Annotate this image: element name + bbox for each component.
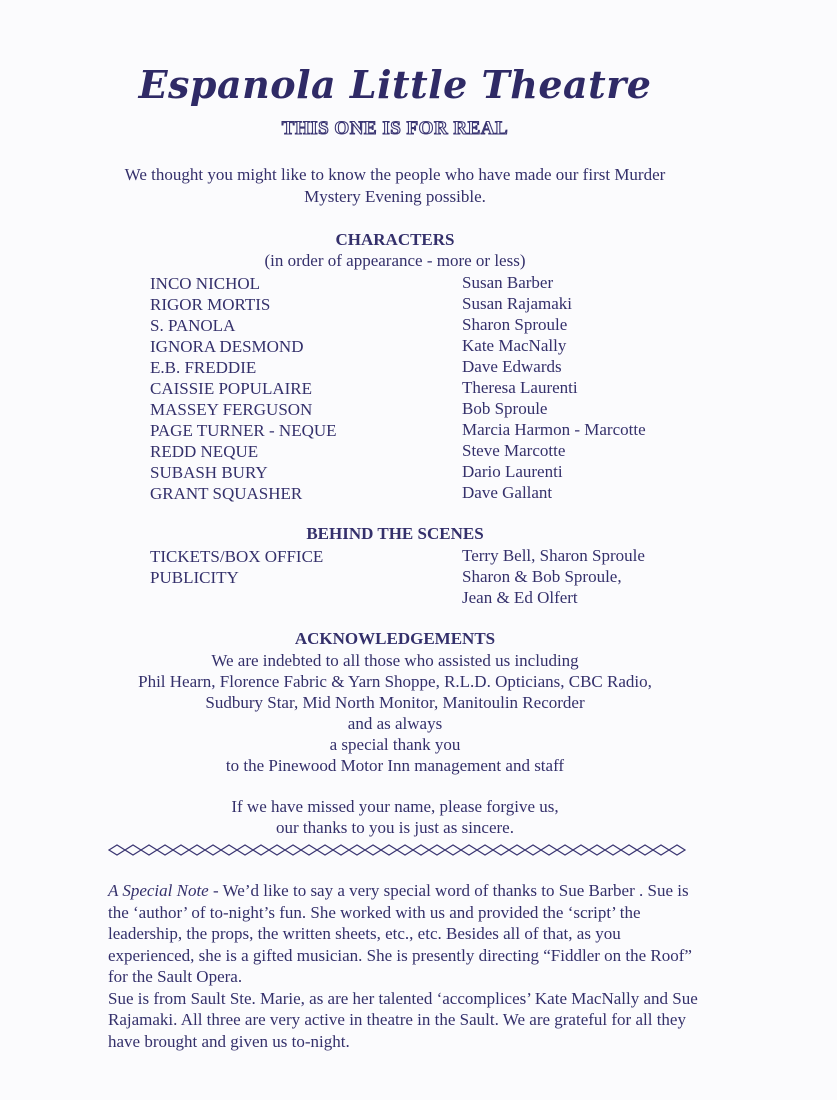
special-note-text: - We’d like to say a very special word of thanks to Sue Barber . Sue is the ‘author’ of to-night’s fun. She worked with us and provided the ‘script’ the leadership, the props, the written sheets, etc., etc. Besides all of that, as you experienced, she is a gifted musician. She is presently directing “Fiddler on the Roof” for the Sault Opera. [108, 881, 692, 986]
divider-diamond [669, 845, 685, 855]
acknowledgement-line: and as always [347, 714, 443, 733]
behind-the-scenes-heading: BEHIND THE SCENES [306, 524, 484, 543]
crew-row [150, 589, 710, 610]
acknowledgements-heading: ACKNOWLEDGEMENTS [294, 629, 496, 648]
divider-diamond [557, 845, 573, 855]
divider-diamond [349, 845, 365, 855]
divider-diamond [285, 845, 301, 855]
special-note-paragraph-2: Sue is from Sault Ste. Marie, as are her talented ‘accomplices’ Kate MacNally and Sue Rajamaki. All three are very active in theatre in the Sault. We are grateful for all they have brought and given us to-night. [108, 988, 698, 1051]
intro-text: We thought you might like to know the people who have made our first Murder Mystery Evening possible. [124, 165, 666, 206]
crew-names: Jean & Ed Olfert [462, 588, 578, 607]
crew-row [150, 568, 710, 589]
cast-row [150, 463, 710, 484]
character-name: INCO NICHOL [150, 274, 261, 293]
special-note [108, 880, 708, 1052]
divider-diamond [157, 845, 173, 855]
character-name: E.B. FREDDIE [150, 358, 257, 377]
character-name: CAISSIE POPULAIRE [150, 379, 312, 398]
actor-name: Kate MacNally [462, 336, 567, 355]
divider-diamond [445, 845, 461, 855]
closing-line: our thanks to you is just as sincere. [276, 818, 514, 837]
acknowledgement-line: to the Pinewood Motor Inn management and staff [225, 756, 565, 775]
divider-diamond [397, 845, 413, 855]
actor-name: Marcia Harmon - Marcotte [462, 420, 646, 439]
cast-row [150, 337, 710, 358]
cast-row [150, 442, 710, 463]
divider-diamond [189, 845, 205, 855]
crew-row [150, 547, 710, 568]
acknowledgements-text [100, 650, 690, 776]
characters-list [150, 274, 710, 505]
actor-name: Susan Rajamaki [462, 294, 573, 313]
crew-list [150, 547, 710, 610]
divider-diamond [541, 845, 557, 855]
cast-row [150, 484, 710, 505]
divider-diamond [525, 845, 541, 855]
acknowledgement-line: Phil Hearn, Florence Fabric & Yarn Shoppe, R.L.D. Opticians, CBC Radio, [138, 672, 652, 691]
character-name: RIGOR MORTIS [150, 295, 271, 314]
crew-role: PUBLICITY [150, 568, 239, 587]
acknowledgement-line: We are indebted to all those who assisted us including [211, 651, 579, 670]
divider-diamond [317, 845, 333, 855]
acknowledgement-line: Sudbury Star, Mid North Monitor, Manitoulin Recorder [205, 693, 585, 712]
characters-subheading: (in order of appearance - more or less) [264, 251, 526, 270]
page-subtitle: THIS ONE IS FOR REAL [281, 118, 509, 139]
actor-name: Bob Sproule [462, 399, 548, 418]
divider-diamond [269, 845, 285, 855]
special-note-paragraph-1 [108, 880, 708, 988]
cast-row [150, 400, 710, 421]
divider-diamond [333, 845, 349, 855]
divider-diamond [589, 845, 605, 855]
divider-diamond [173, 845, 189, 855]
divider-diamond [253, 845, 269, 855]
actor-name: Dario Laurenti [462, 462, 563, 481]
divider-diamond [381, 845, 397, 855]
actor-name: Steve Marcotte [462, 441, 566, 460]
character-name: REDD NEQUE [150, 442, 259, 461]
divider-diamond [573, 845, 589, 855]
diamond-divider [108, 840, 688, 860]
cast-row [150, 421, 710, 442]
actor-name: Theresa Laurenti [462, 378, 578, 397]
divider-diamond [621, 845, 637, 855]
cast-row [150, 316, 710, 337]
divider-diamond [301, 845, 317, 855]
divider-diamond [221, 845, 237, 855]
actor-name: Sharon Sproule [462, 315, 568, 334]
character-name: GRANT SQUASHER [150, 484, 303, 503]
actor-name: Dave Gallant [462, 483, 553, 502]
divider-diamond [653, 845, 669, 855]
acknowledgement-line: a special thank you [329, 735, 461, 754]
divider-diamond [509, 845, 525, 855]
character-name: PAGE TURNER - NEQUE [150, 421, 337, 440]
special-note-lead: A Special Note [108, 881, 209, 900]
character-name: S. PANOLA [150, 316, 236, 335]
cast-row [150, 295, 710, 316]
divider-diamond [493, 845, 509, 855]
character-name: MASSEY FERGUSON [150, 400, 313, 419]
character-name: IGNORA DESMOND [150, 337, 304, 356]
divider-diamond [477, 845, 493, 855]
character-name: SUBASH BURY [150, 463, 268, 482]
divider-diamond [605, 845, 621, 855]
crew-names: Terry Bell, Sharon Sproule [462, 546, 645, 565]
divider-diamond [141, 845, 157, 855]
page-title: Espanola Little Theatre [138, 62, 652, 107]
actor-name: Susan Barber [462, 273, 554, 292]
crew-names: Sharon & Bob Sproule, [462, 567, 622, 586]
divider-diamond [237, 845, 253, 855]
divider-diamond [461, 845, 477, 855]
divider-diamond [637, 845, 653, 855]
closing-line: If we have missed your name, please forgive us, [231, 797, 559, 816]
divider-diamond [205, 845, 221, 855]
divider-diamond [365, 845, 381, 855]
divider-diamond [413, 845, 429, 855]
divider-diamond [429, 845, 445, 855]
cast-row [150, 358, 710, 379]
crew-role: TICKETS/BOX OFFICE [150, 547, 324, 566]
closing-text [100, 796, 690, 838]
divider-diamond [109, 845, 125, 855]
divider-diamond [125, 845, 141, 855]
characters-heading: CHARACTERS [335, 230, 455, 249]
cast-row [150, 379, 710, 400]
cast-row [150, 274, 710, 295]
actor-name: Dave Edwards [462, 357, 562, 376]
